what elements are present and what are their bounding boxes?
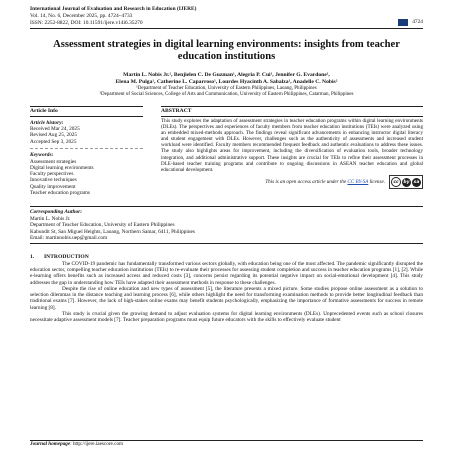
journal-logo-icon: [398, 19, 408, 26]
keyword-item: Digital learning environments: [30, 164, 94, 171]
intro-paragraph: The COVID-19 pandemic has fundamentally transformed various sectors globally, with education being one of the most affected. The pandemic significantly disrupted the education sector, compelling teacher education institutions (TEIs) to re-evaluate their processes for assessing student completion and success in teacher education programs [1], [2]. While e-learning offers benefits such as increased access and reduced costs [3], concerns persist regarding its potential negative impact on social-emotional development [4]. This study addresses the gap in understanding how TEIs have adapted their assessment methods in response to these challenges.: [30, 260, 423, 286]
page-footer: [30, 440, 423, 448]
affiliation-1: ¹Department of Teacher Education, University of Eastern Philippines, Laoang, Philippines: [136, 86, 317, 92]
issn-line: ISSN: 2252-8822, DOI: 10.11591/ijere.v14i6.35270: [30, 19, 143, 26]
page-number: 4724: [412, 19, 423, 26]
accepted-date: Accepted Sep 3, 2025: [30, 138, 77, 145]
corresponding-email[interactable]: Email: martinnobis.uep@gmail.com: [30, 235, 108, 242]
keyword-item: Teacher education programs: [30, 190, 90, 197]
keyword-item: Assessment strategies: [30, 158, 77, 165]
license-suffix: license.: [368, 179, 385, 186]
affiliations: [30, 86, 423, 98]
journal-name: International Journal of Evaluation and Research in Education (IJERE): [30, 6, 197, 12]
keywords-label: Keywords:: [30, 152, 54, 159]
footer-url[interactable]: : http://ijere.iaescore.com: [70, 441, 124, 447]
corresponding-name: Martin L. Nobis Jr.: [30, 215, 71, 222]
received-date: Received Mar 24, 2025: [30, 126, 80, 133]
abstract-text: This study explores the adaptation of assessment strategies in teacher education programs within digital learning environments (DLEs). The perspectives and experiences of faculty members from teacher education institutions (TEIs) were analyzed using an embedded mixed-methods approach. The findings reveal significant advancements in enhancing instructor digital literacy and student engagement with DLEs. However, challenges such as the authenticity of assessments and increased student workload were identified. Faculty members recommended frequent feedback and authentic evaluations to address these issues. The study also highlights areas for improvement, including the diversification of evaluation tools, broader technology integration, and additional administrative support. These insights are crucial for TEIs to refine their assessment processes in DLE-based teacher training programs and contribute to ongoing discussions in ASEAN teacher education and global educational development.: [161, 117, 423, 173]
abstract-column: [161, 106, 423, 196]
intro-paragraph: This study is crucial given the growing demand to adjust evaluation systems for digital learning environments (DLEs). Unprecedented events such as school closures necessitate adaptive assessment models [7]. Teacher preparation programs must equip future educators with the skills to effectively evaluate student: [30, 310, 423, 324]
license-line: [161, 175, 423, 189]
introduction-body: [30, 261, 423, 324]
corresponding-dept: Department of Teacher Education, University of Eastern Philippines: [30, 222, 175, 229]
journal-header: [30, 6, 423, 29]
corresponding-address: Kabundit St, San Miguel Heights, Laoang, Northern Samar, 6411, Philippines: [30, 228, 195, 235]
article-info-heading: Article Info: [30, 106, 143, 117]
intro-paragraph: Despite the rise of online education and new types of assessment [5], the literature presents a mixed picture. Some studies propose online assessment as a solution to selection dilemmas in the distance teaching and learning process [6], while others highlight the need for transforming examination methods to provide better longitudinal feedback than traditional exams [7]. However, the lack of high-stakes online exams may benefit students psychologically, emphasizing the importance of formative assessments for success in remote learning [8].: [30, 285, 423, 311]
keyword-item: Quality improvement: [30, 183, 76, 190]
info-abstract-columns: [30, 106, 423, 196]
affiliation-2: ²Department of Social Sciences, College of Arts and Communication, University of Eastern Philippines, Catarman, Philippines: [99, 92, 354, 98]
author-line-2: Elena M. Pulga¹, Catherine L. Caparroso¹, Lourdes Hyacinth A. Sabalza¹, Anadelle C. Nobis²: [115, 79, 338, 86]
cc-by-sa-badge[interactable]: [389, 175, 423, 189]
license-link[interactable]: CC BY-SA: [347, 179, 369, 186]
author-list: [30, 72, 423, 86]
author-line-1: Martin L. Nobis Jr.¹, Benjielen C. De Guzman¹, Alegria P. Cui¹, Jennifer G. Evardone¹,: [123, 72, 330, 79]
abstract-heading: ABSTRACT: [161, 106, 423, 117]
by-icon: by: [403, 179, 410, 185]
cc-icon: cc: [391, 177, 401, 187]
revised-date: Revised Aug 25, 2025: [30, 132, 78, 139]
keyword-item: Faculty perspectives: [30, 171, 74, 178]
corresponding-heading: Corresponding Author:: [30, 206, 423, 216]
footer-label: Journal homepage: [30, 441, 71, 447]
article-info-column: [30, 106, 143, 196]
history-label: Article history:: [30, 119, 64, 126]
sa-icon: sa: [413, 179, 420, 185]
header-rule: [30, 28, 423, 29]
license-prefix: This is an open access article under the: [265, 179, 348, 186]
volume-line: Vol. 14, No. 6, December 2025, pp. 4724~4733: [30, 12, 133, 19]
keywords-divider: [30, 148, 143, 149]
keyword-item: Innovative techniques: [30, 177, 77, 184]
section-heading-introduction: 1. INTRODUCTION: [30, 254, 89, 261]
paper-title: Assessment strategies in digital learning environments: insights from teacher education institutions: [53, 39, 400, 63]
corresponding-author-block: [30, 206, 423, 244]
